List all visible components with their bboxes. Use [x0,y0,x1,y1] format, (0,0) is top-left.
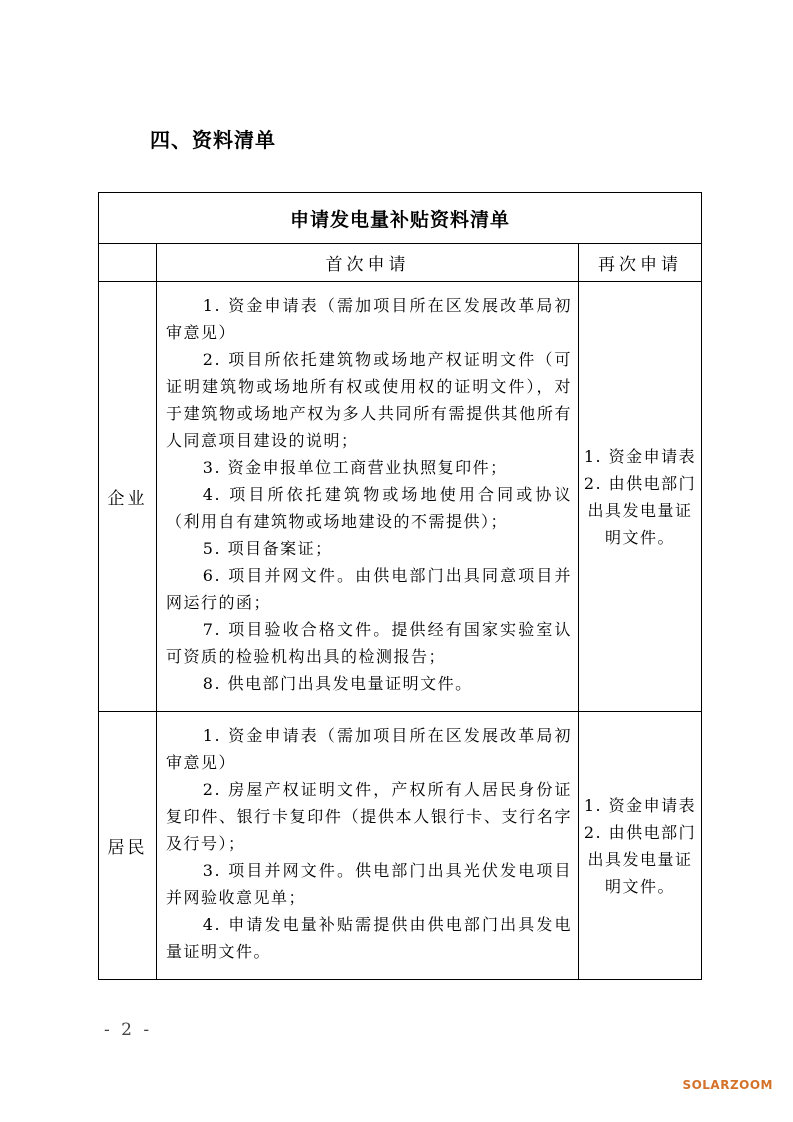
section-heading: 四、资料清单 [150,128,276,152]
list-item: 1. 资金申请表（需加项目所在区发展改革局初审意见） [166,296,572,342]
materials-table [98,192,702,980]
header-re-application: 再次申请 [579,244,702,282]
list-item: 3. 资金申报单位工商营业执照复印件； [202,458,508,477]
list-item: 2. 项目所依托建筑物或场地产权证明文件（可证明建筑物或场地所有权或使用权的证明文件），对于建筑物或场地产权为多人共同所有需提供其他所有人同意项目建设的说明； [166,350,572,450]
list-item: 6. 项目并网文件。由供电部门出具同意项目并网运行的函； [166,566,572,612]
enterprise-first-materials [157,282,579,712]
list-item: 2. 房屋产权证明文件，产权所有人居民身份证复印件、银行卡复印件（提供本人银行卡、支行名字及行号）； [166,780,572,853]
list-item: 7. 项目验收合格文件。提供经有国家实验室认可资质的检验机构出具的检测报告； [166,620,572,666]
list-item: 3. 项目并网文件。供电部门出具光伏发电项目并网验收意见单； [166,861,572,907]
page-number: - 2 - [104,1020,153,1040]
watermark-logo: SOLARZOOM [682,1078,773,1092]
list-item: 4. 项目所依托建筑物或场地使用合同或协议（利用自有建筑物或场地建设的不需提供）； [166,485,572,531]
applicant-type-enterprise: 企业 [99,282,157,712]
table-row-enterprise [99,282,702,712]
list-item: 2. 由供电部门出具发电量证明文件。 [583,473,697,547]
table-row-resident [99,712,702,980]
header-blank-cell [99,244,157,282]
resident-again-materials [579,712,702,980]
list-item: 5. 项目备案证； [202,539,333,558]
table-header-row [99,244,702,282]
list-item: 1. 资金申请表 [583,795,697,815]
header-first-application: 首次申请 [157,244,579,282]
list-item: 1. 资金申请表 [583,446,697,466]
list-item: 4. 申请发电量补贴需提供由供电部门出具发电量证明文件。 [166,915,572,961]
list-item: 8. 供电部门出具发电量证明文件。 [202,674,473,693]
table-title: 申请发电量补贴资料清单 [99,193,702,244]
enterprise-again-materials [579,282,702,712]
applicant-type-resident: 居民 [99,712,157,980]
list-item: 1. 资金申请表（需加项目所在区发展改革局初审意见） [166,726,572,772]
list-item: 2. 由供电部门出具发电量证明文件。 [583,822,697,896]
table-title-row [99,193,702,244]
resident-first-materials [157,712,579,980]
